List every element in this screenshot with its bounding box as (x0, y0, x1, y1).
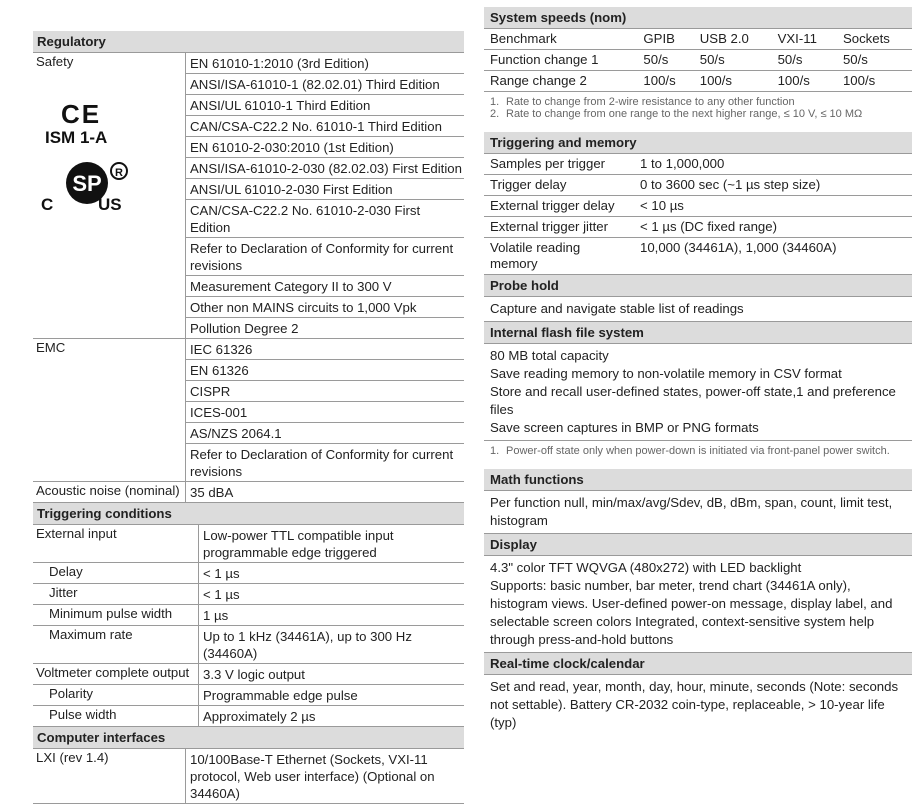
column-header: Sockets (837, 29, 912, 50)
table-cell: 50/s (694, 50, 772, 71)
probe-hold-text: Capture and navigate stable list of readings (484, 297, 912, 322)
row-label: Volatile reading memory (484, 238, 634, 275)
row-label: Voltmeter complete output (33, 664, 199, 685)
csa-mark-text: C US (41, 195, 122, 214)
triggering-memory-table (484, 154, 912, 275)
flash-note: 1. Power-off state only when power-down is initiated via front-panel power switch. (490, 445, 890, 457)
row-value: 1 µs (199, 605, 465, 626)
table-row (33, 685, 464, 706)
ce-mark: CE (61, 99, 102, 129)
table-row (33, 318, 464, 339)
section-header-system-speeds: System speeds (nom) (484, 7, 912, 29)
row-value: Refer to Declaration of Conformity for current revisions (186, 238, 465, 276)
table-cell: 50/s (772, 50, 837, 71)
table-row (33, 402, 464, 423)
row-value: ICES-001 (186, 402, 465, 423)
row-label (33, 360, 186, 381)
column-header: VXI-11 (772, 29, 837, 50)
lxi-label: LXI (rev 1.4) (33, 749, 186, 804)
clock-text: Set and read, year, month, day, hour, minute, seconds (Note: seconds not settable). Battery CR-2032 coin-type, replaceable, > 10-year life (typ) (490, 679, 899, 730)
row-value: 10,000 (34461A), 1,000 (34460A) (634, 238, 912, 275)
lxi-value: 10/100Base-T Ethernet (Sockets, VXI-11 protocol, Web user interface) (Optional on 34460A) (186, 749, 465, 804)
table-row (33, 276, 464, 297)
computer-interfaces-table (33, 749, 464, 804)
row-label: EMC (36, 340, 66, 355)
table-row (33, 423, 464, 444)
row-value: Approximately 2 µs (199, 706, 465, 727)
text-line: Save screen captures in BMP or PNG formats (490, 420, 759, 435)
row-value: Up to 1 kHz (34461A), up to 300 Hz (34460A) (199, 626, 465, 664)
row-value: < 10 µs (634, 196, 912, 217)
text-line: 4.3" color TFT WQVGA (480x272) with LED backlight (490, 560, 802, 575)
table-cell: 50/s (837, 50, 912, 71)
table-cell: 100/s (837, 71, 912, 92)
ism-mark: ISM 1-A (45, 128, 108, 147)
row-value: ANSI/UL 61010-1 Third Edition (186, 95, 465, 116)
triggering-conditions-table (33, 525, 464, 727)
display-text (484, 556, 912, 653)
footnote: 1. Rate to change from 2-wire resistance to any other function (490, 96, 795, 108)
section-header-triggering-memory: Triggering and memory (484, 132, 912, 154)
table-row (33, 563, 464, 584)
row-label (33, 381, 186, 402)
table-row (33, 584, 464, 605)
row-label (33, 276, 186, 297)
table-row (33, 525, 464, 563)
acoustic-value: 35 dBA (186, 482, 465, 503)
section-header-clock: Real-time clock/calendar (484, 653, 912, 675)
right-column (484, 7, 912, 735)
table-cell: Range change 2 (484, 71, 637, 92)
section-header-display: Display (484, 534, 912, 556)
text-line: Save reading memory to non-volatile memory in CSV format (490, 366, 842, 381)
row-label (33, 444, 186, 482)
row-value: EN 61010-1:2010 (3rd Edition) (186, 53, 465, 74)
footnote: 2. Rate to change from one range to the next higher range, ≤ 10 V, ≤ 10 MΩ (490, 108, 863, 120)
row-value: 1 to 1,000,000 (634, 154, 912, 175)
row-value: 3.3 V logic output (199, 664, 465, 685)
row-value: < 1 µs (199, 584, 465, 605)
row-label: Pulse width (33, 706, 199, 727)
row-value: Programmable edge pulse (199, 685, 465, 706)
column-header: GPIB (637, 29, 693, 50)
row-value: Other non MAINS circuits to 1,000 Vpk (186, 297, 465, 318)
row-value: IEC 61326 (186, 339, 465, 360)
row-value: AS/NZS 2064.1 (186, 423, 465, 444)
row-label: External input (33, 525, 199, 563)
system-speeds-notes (484, 92, 912, 120)
row-value: Refer to Declaration of Conformity for current revisions (186, 444, 465, 482)
acoustic-label: Acoustic noise (nominal) (33, 482, 186, 503)
table-row (33, 339, 464, 360)
text-line: 80 MB total capacity (490, 348, 609, 363)
table-row (484, 196, 912, 217)
table-row (33, 297, 464, 318)
table-row (33, 360, 464, 381)
table-header-row (484, 29, 912, 50)
table-row (484, 217, 912, 238)
math-text: Per function null, min/max/avg/Sdev, dB, dBm, span, count, limit test, histogram (484, 491, 912, 534)
row-value: EN 61326 (186, 360, 465, 381)
table-cell: 100/s (637, 71, 693, 92)
table-cell: 100/s (694, 71, 772, 92)
system-speeds-table (484, 29, 912, 92)
table-row (33, 482, 464, 503)
row-label: Jitter (33, 584, 199, 605)
row-value: CAN/CSA-C22.2 No. 61010-1 Third Edition (186, 116, 465, 137)
table-row (33, 626, 464, 664)
column-header: USB 2.0 (694, 29, 772, 50)
section-header-probe-hold: Probe hold (484, 275, 912, 297)
table-cell: 100/s (772, 71, 837, 92)
row-label (33, 238, 186, 276)
table-row (484, 154, 912, 175)
row-label: Trigger delay (484, 175, 634, 196)
table-row (484, 71, 912, 92)
text-line: Supports: basic number, bar meter, trend chart (34461A only), histogram views. User-defined power-on message, display label, and selectable screen colors Integrated, context-sensitive system help through press-and-hold buttons (490, 578, 893, 647)
row-label: External trigger delay (484, 196, 634, 217)
row-label (33, 318, 186, 339)
column-header: Benchmark (484, 29, 637, 50)
table-cell: 50/s (637, 50, 693, 71)
section-header-triggering-conditions: Triggering conditions (33, 503, 464, 525)
table-row (33, 605, 464, 626)
table-row (484, 50, 912, 71)
row-label (33, 402, 186, 423)
section-header-computer-interfaces: Computer interfaces (33, 727, 464, 749)
svg-text:R: R (115, 167, 123, 179)
row-value: Low-power TTL compatible input programmable edge triggered (199, 525, 465, 563)
table-row (33, 706, 464, 727)
text-line: Store and recall user-defined states, power-off state,1 and preference files (490, 384, 896, 417)
row-value: ANSI/UL 61010-2-030 First Edition (186, 179, 465, 200)
row-value: Pollution Degree 2 (186, 318, 465, 339)
row-value: EN 61010-2-030:2010 (1st Edition) (186, 137, 465, 158)
row-label: Minimum pulse width (33, 605, 199, 626)
section-header-math: Math functions (484, 469, 912, 491)
table-row (33, 444, 464, 482)
table-row (33, 381, 464, 402)
svg-text:SP: SP (72, 171, 102, 196)
table-row (33, 53, 464, 74)
row-label: Safety (36, 54, 74, 69)
table-row (33, 664, 464, 685)
row-value: CAN/CSA-C22.2 No. 61010-2-030 First Edition (186, 200, 465, 238)
table-cell: Function change 1 (484, 50, 637, 71)
table-row (484, 175, 912, 196)
table-row (484, 238, 912, 275)
row-label: Delay (33, 563, 199, 584)
certification-logos (33, 81, 163, 214)
left-column (33, 31, 464, 804)
row-value: < 1 µs (DC fixed range) (634, 217, 912, 238)
row-label: Samples per trigger (484, 154, 634, 175)
row-value: 0 to 3600 sec (~1 µs step size) (634, 175, 912, 196)
table-row (33, 238, 464, 276)
row-label: Polarity (33, 685, 199, 706)
flash-text (484, 344, 912, 441)
section-header-flash: Internal flash file system (484, 322, 912, 344)
row-value: CISPR (186, 381, 465, 402)
row-value: Measurement Category II to 300 V (186, 276, 465, 297)
row-label: Maximum rate (33, 626, 199, 664)
row-value: ANSI/ISA-61010-2-030 (82.02.03) First Edition (186, 158, 465, 179)
table-row (33, 749, 464, 804)
row-label: External trigger jitter (484, 217, 634, 238)
row-value: < 1 µs (199, 563, 465, 584)
section-header-regulatory: Regulatory (33, 31, 464, 53)
row-label (33, 297, 186, 318)
row-value: ANSI/ISA-61010-1 (82.02.01) Third Edition (186, 74, 465, 95)
row-label (33, 423, 186, 444)
